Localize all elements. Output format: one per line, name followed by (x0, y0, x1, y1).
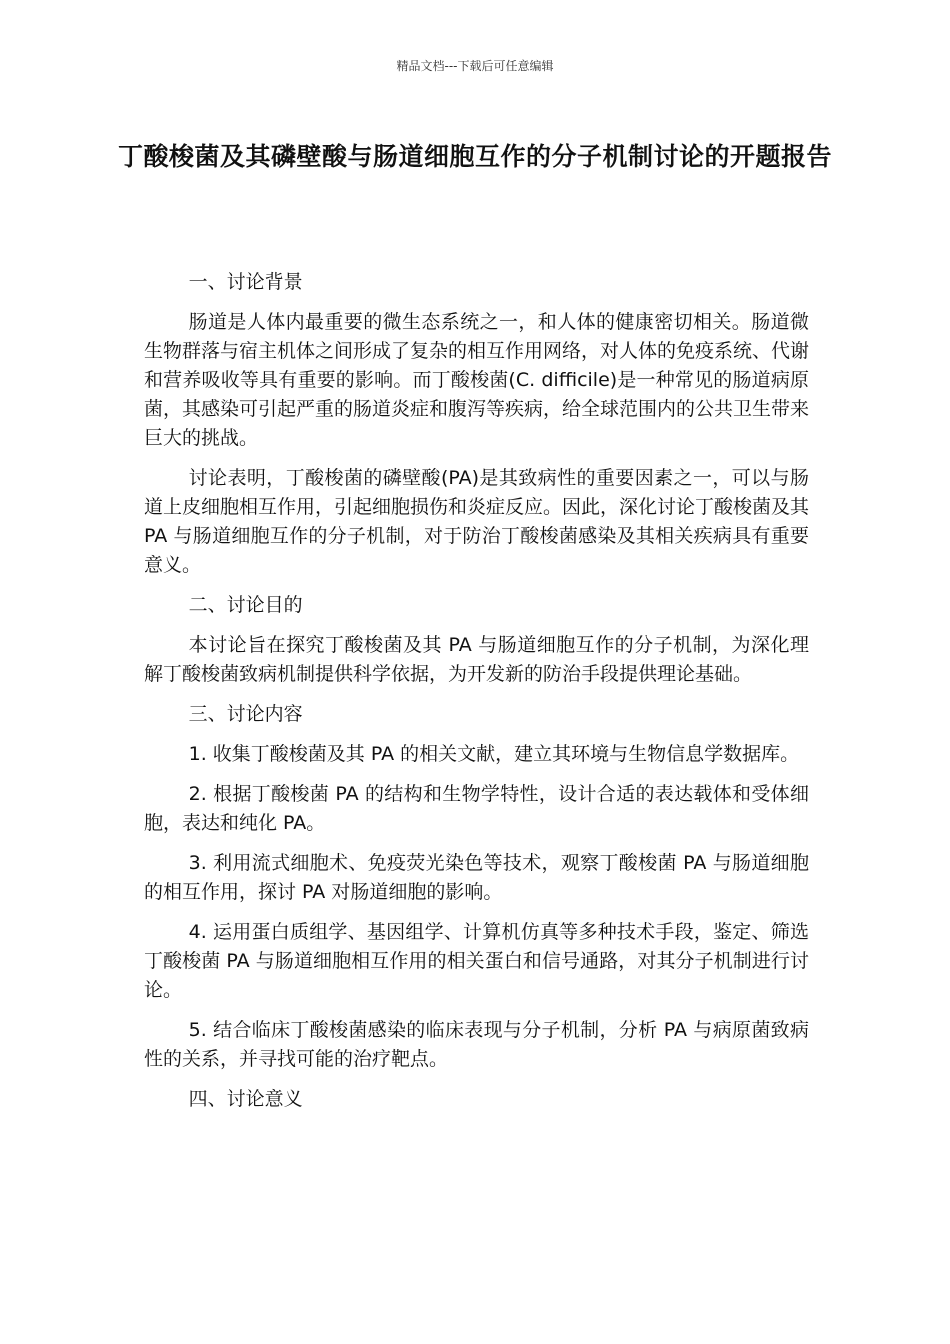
content-list-item-1: 1. 收集丁酸梭菌及其 PA 的相关文献，建立其环境与生物信息学数据库。 (188, 743, 800, 765)
section-heading-background: 一、讨论背景 (188, 271, 303, 293)
content-list-item-4: 4. 运用蛋白质组学、基因组学、计算机仿真等多种技术手段，鉴定、筛选丁酸梭菌 PA 与肠道细胞相互作用的相关蛋白和信号通路，对其分子机制进行讨论。 (144, 921, 809, 1001)
page-header-note: 精品文档---下载后可任意编辑 (396, 59, 554, 73)
paragraph-background-1: 肠道是人体内最重要的微生态系统之一，和人体的健康密切相关。肠道微生物群落与宿主机体之间形成了复杂的相互作用网络，对人体的免疫系统、代谢和营养吸收等具有重要的影响。而丁酸梭菌(C. difficile)是一种常见的肠道病原菌，其感染可引起严重的肠道炎症和腹泻等疾病，给全球范围内的公共卫生带来巨大的挑战。 (144, 311, 810, 449)
document-title: 丁酸梭菌及其磷壁酸与肠道细胞互作的分子机制讨论的开题报告 (117, 142, 832, 171)
content-list-item-2: 2. 根据丁酸梭菌 PA 的结构和生物学特性，设计合适的表达载体和受体细胞，表达和纯化 PA。 (144, 783, 809, 834)
section-heading-purpose: 二、讨论目的 (188, 594, 303, 616)
paragraph-background-2: 讨论表明，丁酸梭菌的磷壁酸(PA)是其致病性的重要因素之一，可以与肠道上皮细胞相互作用，引起细胞损伤和炎症反应。因此，深化讨论丁酸梭菌及其 PA 与肠道细胞互作的分子机制，对于防治丁酸梭菌感染及其相关疾病具有重要意义。 (144, 467, 810, 576)
content-list-item-5: 5. 结合临床丁酸梭菌感染的临床表现与分子机制，分析 PA 与病原菌致病性的关系，并寻找可能的治疗靶点。 (144, 1019, 809, 1070)
content-list-item-3: 3. 利用流式细胞术、免疫荧光染色等技术，观察丁酸梭菌 PA 与肠道细胞的相互作用，探讨 PA 对肠道细胞的影响。 (144, 852, 809, 903)
section-heading-content: 三、讨论内容 (188, 703, 303, 725)
section-heading-significance: 四、讨论意义 (188, 1088, 303, 1110)
paragraph-purpose: 本讨论旨在探究丁酸梭菌及其 PA 与肠道细胞互作的分子机制，为深化理解丁酸梭菌致病机制提供科学依据，为开发新的防治手段提供理论基础。 (144, 634, 809, 685)
document-body (144, 268, 809, 1125)
